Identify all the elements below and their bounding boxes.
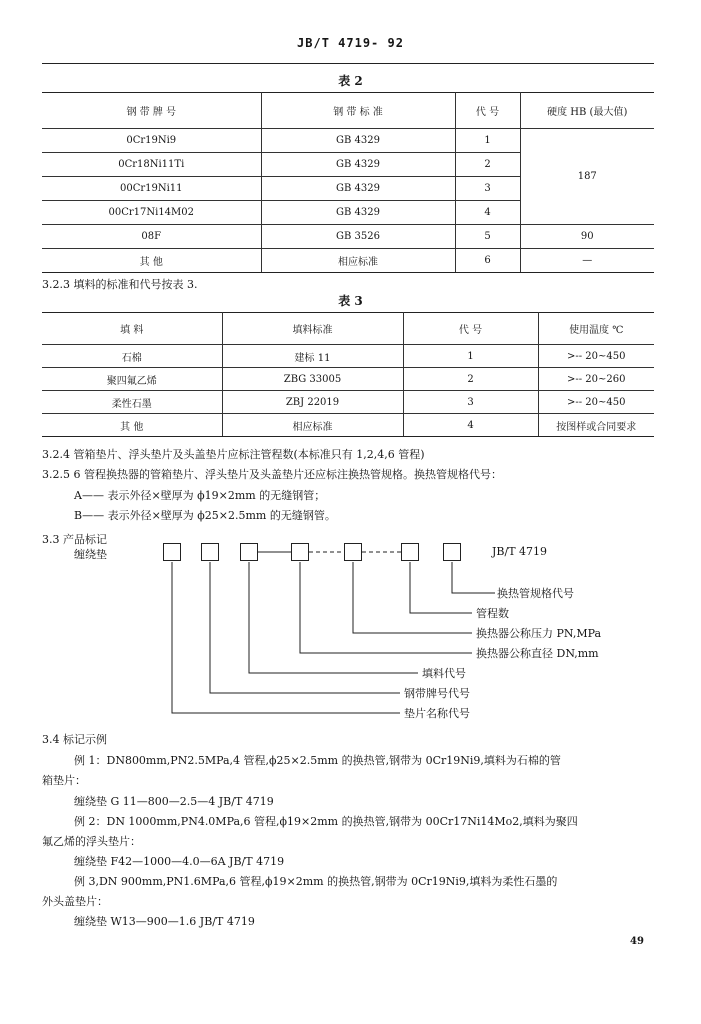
legend-pressure: 换热器公称压力 PN,MPa <box>476 627 602 640</box>
table-cell: GB 4329 <box>261 153 455 177</box>
example-3-line-2: 外头盖垫片： <box>42 895 108 908</box>
section-3-4: 3.4 标记示例 <box>42 733 107 746</box>
marking-box-filler-code <box>240 543 258 561</box>
table-row <box>42 345 654 368</box>
example-1-line-1: 例 1：DN800mm,PN2.5MPa,4 管程,ϕ25×2.5mm 的换热管,钢带为 0Cr19Ni9,填料为石棉的管 <box>74 754 561 767</box>
table-row <box>42 391 654 414</box>
table-cell: 4 <box>455 201 520 225</box>
section-3-2-4: 3.2.4 管箱垫片、浮头垫片及头盖垫片应标注管程数(本标准只有 1,2,4,6 管程) <box>42 448 425 461</box>
table-cell: ZBG 33005 <box>222 368 403 391</box>
table-row <box>42 249 654 273</box>
column-header: 填 料 <box>42 313 222 345</box>
example-3-line-1: 例 3,DN 900mm,PN1.6MPa,6 管程,ϕ19×2mm 的换热管,钢带为 0Cr19Ni9,填料为柔性石墨的 <box>74 875 558 888</box>
example-2-line-2: 氟乙烯的浮头垫片： <box>42 835 141 848</box>
table-cell: >-- 20~450 <box>538 345 654 368</box>
header-rule <box>42 63 654 64</box>
table-cell: 4 <box>403 414 538 437</box>
column-header: 代 号 <box>455 93 520 129</box>
table-cell: — <box>520 249 654 273</box>
legend-steel-code: 钢带牌号代号 <box>404 687 470 700</box>
table-cell: GB 4329 <box>261 177 455 201</box>
table-3 <box>42 312 654 437</box>
table-cell: 0Cr19Ni9 <box>42 129 261 153</box>
table-row <box>42 414 654 437</box>
table-cell: 其 他 <box>42 249 261 273</box>
table-cell: 00Cr17Ni14M02 <box>42 201 261 225</box>
table-cell: 按图样或合同要求 <box>538 414 654 437</box>
definition-a: A—— 表示外径×壁厚为 ϕ19×2mm 的无缝钢管； <box>74 489 326 502</box>
marking-box-diameter <box>291 543 309 561</box>
legend-filler-code: 填料代号 <box>422 667 466 680</box>
marking-prefix: 缠绕垫 <box>74 548 107 561</box>
table-cell: >-- 20~450 <box>538 391 654 414</box>
table-cell: GB 4329 <box>261 129 455 153</box>
section-3-2-5: 3.2.5 6 管程换热器的管箱垫片、浮头垫片及头盖垫片还应标注换热管规格。换热管规格代号： <box>42 468 502 481</box>
column-header: 钢 带 标 准 <box>261 93 455 129</box>
table-cell: 1 <box>455 129 520 153</box>
example-3-marking: 缠绕垫 W13—900—1.6 JB/T 4719 <box>74 915 255 928</box>
table-cell: ZBJ 22019 <box>222 391 403 414</box>
column-header: 钢 带 牌 号 <box>42 93 261 129</box>
table-cell: 0Cr18Ni11Ti <box>42 153 261 177</box>
table-header-row <box>42 313 654 345</box>
example-2-marking: 缠绕垫 F42—1000—4.0—6A JB/T 4719 <box>74 855 285 868</box>
table-row <box>42 368 654 391</box>
section-3-2-3: 3.2.3 填料的标准和代号按表 3. <box>42 278 198 291</box>
column-header: 硬度 HB (最大值) <box>520 93 654 129</box>
table-cell: 00Cr19Ni11 <box>42 177 261 201</box>
marking-box-tube-spec <box>443 543 461 561</box>
example-2-line-1: 例 2：DN 1000mm,PN4.0MPa,6 管程,ϕ19×2mm 的换热管,钢带为 00Cr17Ni14Mo2,填料为聚四 <box>74 815 578 828</box>
page-number: 49 <box>630 936 644 947</box>
table-row <box>42 129 654 153</box>
table-cell: 2 <box>403 368 538 391</box>
marking-standard: JB/T 4719 <box>492 545 548 558</box>
table-cell: 3 <box>455 177 520 201</box>
document-header: JB/T 4719- 92 <box>297 36 404 50</box>
legend-diameter: 换热器公称直径 DN,mm <box>476 647 599 660</box>
table-cell: 聚四氟乙烯 <box>42 368 222 391</box>
table-row <box>42 225 654 249</box>
marking-box-name-code <box>163 543 181 561</box>
table-cell: GB 3526 <box>261 225 455 249</box>
example-1-line-2: 箱垫片： <box>42 774 86 787</box>
table-cell: 柔性石墨 <box>42 391 222 414</box>
table-cell: 5 <box>455 225 520 249</box>
legend-name-code: 垫片名称代号 <box>404 707 470 720</box>
table-2-caption: 表 2 <box>338 74 363 88</box>
table-cell: 1 <box>403 345 538 368</box>
table-2 <box>42 92 654 273</box>
marking-box-pressure <box>344 543 362 561</box>
table-cell: >-- 20~260 <box>538 368 654 391</box>
column-header: 使用温度 ℃ <box>538 313 654 345</box>
table-cell: 90 <box>520 225 654 249</box>
table-cell: GB 4329 <box>261 201 455 225</box>
table-cell: 建标 11 <box>222 345 403 368</box>
table-3-caption: 表 3 <box>338 294 363 308</box>
column-header: 代 号 <box>403 313 538 345</box>
column-header: 填料标准 <box>222 313 403 345</box>
example-1-marking: 缠绕垫 G 11—800—2.5—4 JB/T 4719 <box>74 795 274 808</box>
table-cell-hardness: 187 <box>520 129 654 225</box>
table-cell: 08F <box>42 225 261 249</box>
table-cell: 石棉 <box>42 345 222 368</box>
table-cell: 相应标准 <box>261 249 455 273</box>
table-cell: 其 他 <box>42 414 222 437</box>
table-header-row <box>42 93 654 129</box>
table-cell: 2 <box>455 153 520 177</box>
definition-b: B—— 表示外径×壁厚为 ϕ25×2.5mm 的无缝钢管。 <box>74 509 336 522</box>
legend-tube-spec-code: 换热管规格代号 <box>497 587 574 600</box>
marking-box-steel-code <box>201 543 219 561</box>
legend-tube-passes: 管程数 <box>476 607 509 620</box>
marking-box-tube-passes <box>401 543 419 561</box>
section-3-3: 3.3 产品标记 <box>42 533 107 546</box>
table-cell: 相应标准 <box>222 414 403 437</box>
table-cell: 6 <box>455 249 520 273</box>
table-cell: 3 <box>403 391 538 414</box>
